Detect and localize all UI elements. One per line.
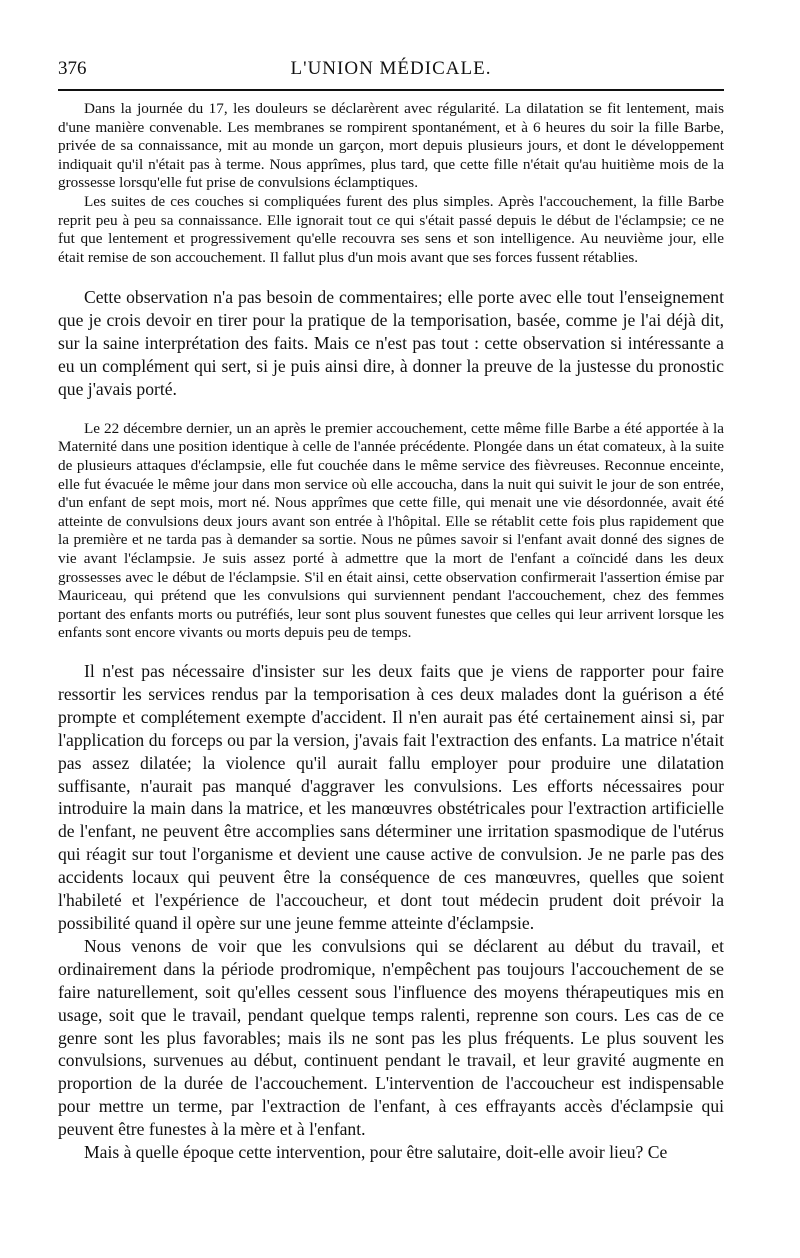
running-title: L'UNION MÉDICALE. bbox=[290, 58, 492, 79]
body-text bbox=[58, 100, 724, 1164]
paragraph: Dans la journée du 17, les douleurs se déclarèrent avec régularité. La dilatation se fit lentement, mais d'une manière convenable. Les membranes se rompirent spontanément, et à 6 heures du soir la fille Barbe, privée de sa connaissance, mit au monde un garçon, mort depuis plusieurs jours, et dont le développement indiquait qu'il n'était pas à terme. Nous apprîmes, plus tard, que cette fille n'était qu'au huitième mois de la grossesse lorsqu'elle fut prise de convulsions éclamptiques. bbox=[58, 100, 724, 192]
page-header bbox=[58, 58, 724, 86]
paragraph: Nous venons de voir que les convulsions qui se déclarent au début du travail, et ordinairement dans la période prodromique, n'empêchent pas toujours l'accouchement de se faire naturellement, soit qu'elles cessent sous l'influence des moyens thérapeutiques mis en usage, soit que le travail, pendant quelque temps ralenti, reprenne son cours. Les cas de ce genre sont les plus favorables; mais ils ne sont pas les plus fréquents. Le plus souvent les convulsions, survenues au début, continuent pendant le travail, et leur gravité augmente en proportion de la durée de l'accouchement. L'intervention de l'accoucheur est indispensable pour mettre un terme, par l'extraction de l'enfant, à ces effrayants accès d'éclampsie qui peuvent être funestes à la mère et à l'enfant. bbox=[58, 935, 724, 1140]
page-number: 376 bbox=[58, 58, 87, 79]
spacer bbox=[58, 401, 724, 420]
spacer bbox=[58, 267, 724, 286]
paragraph: Cette observation n'a pas besoin de commentaires; elle porte avec elle tout l'enseignement que je crois devoir en tirer pour la pratique de la temporisation, basée, comme je l'ai déjà dit, sur la saine interprétation des faits. Mais ce n'est pas tout : cette observation si intéressante a eu un complément qui sert, si je puis ainsi dire, à donner la preuve de la justesse du pronostic que j'avais porté. bbox=[58, 287, 724, 399]
paragraph: Le 22 décembre dernier, un an après le premier accouchement, cette même fille Barbe a été apportée à la Maternité dans une position identique à celle de l'année précédente. Plongée dans un état comateux, à la suite de plusieurs attaques d'éclampsie, elle fut couchée dans le même service des fièvreuses. Reconnue enceinte, elle fut évacuée le même jour dans mon service où elle accoucha, dans la nuit qui suivit le jour de son entrée, d'un enfant de sept mois, mort né. Nous apprîmes que cette fille, qui menait une vie désordonnée, avait été atteinte de convulsions deux jours avant son entrée à l'hôpital. Elle se rétablit cette fois plus rapidement que la première et ne tarda pas à demander sa sortie. Nous ne pûmes savoir si l'enfant avait donné des signes de vie avant l'éclampsie. Je suis assez porté à admettre que la mort de l'enfant a coïncidé dans les deux grossesses avec le début de l'éclampsie. S'il en était ainsi, cette observation confirmerait l'assertion émise par Mauriceau, qui prétend que les convulsions qui surviennent pendant l'accouchement, chez des femmes portant des enfants morts ou putréfiés, leur sont plus souvent funestes que celles qui leur arrivent lorsque les enfants sont encore vivants ou morts depuis peu de temps. bbox=[58, 419, 724, 642]
spacer bbox=[58, 643, 724, 660]
paragraph: Mais à quelle époque cette intervention, pour être salutaire, doit-elle avoir lieu? Ce bbox=[84, 1142, 668, 1163]
paragraph: Il n'est pas nécessaire d'insister sur les deux faits que je viens de rapporter pour faire ressortir les services rendus par la temporisation à ces deux malades dont la guérison a été prompte et complétement exempte d'accident. Il n'en aurait pas été certainement ainsi si, par l'application du forceps ou par la version, j'avais fait l'extraction des enfants. La matrice n'était pas assez dilatée; la violence qu'il aurait fallu employer pour produire une dilatation suffisante, n'aurait pas manqué d'aggraver les convulsions. Les efforts nécessaires pour introduire la main dans la matrice, et les manœuvres obstétricales pour l'extraction artificielle de l'enfant, ne peuvent être accomplies sans déterminer une irritation spasmodique de l'utérus qui réagit sur tout l'organisme et devient une cause active de convulsion. Je ne parle pas des accidents locaux qui peuvent être la conséquence de ces manœuvres, quelles que soient l'habileté et l'expérience de l'accoucheur, et dont tout médecin prudent doit prévoir la possibilité quand il opère sur une jeune femme atteinte d'éclampsie. bbox=[58, 661, 724, 933]
header-rule bbox=[58, 89, 724, 91]
paragraph: Les suites de ces couches si compliquées furent des plus simples. Après l'accouchement, la fille Barbe reprit peu à peu sa connaissance. Elle ignorait tout ce qui s'était passé depuis le début de l'éclampsie; ce ne fut que lentement et progressivement qu'elle recouvra ses sens et son intelligence. Au neuvième jour, elle était remise de son accouchement. Il fallut plus d'un mois avant que ses forces fussent rétablies. bbox=[58, 192, 724, 266]
